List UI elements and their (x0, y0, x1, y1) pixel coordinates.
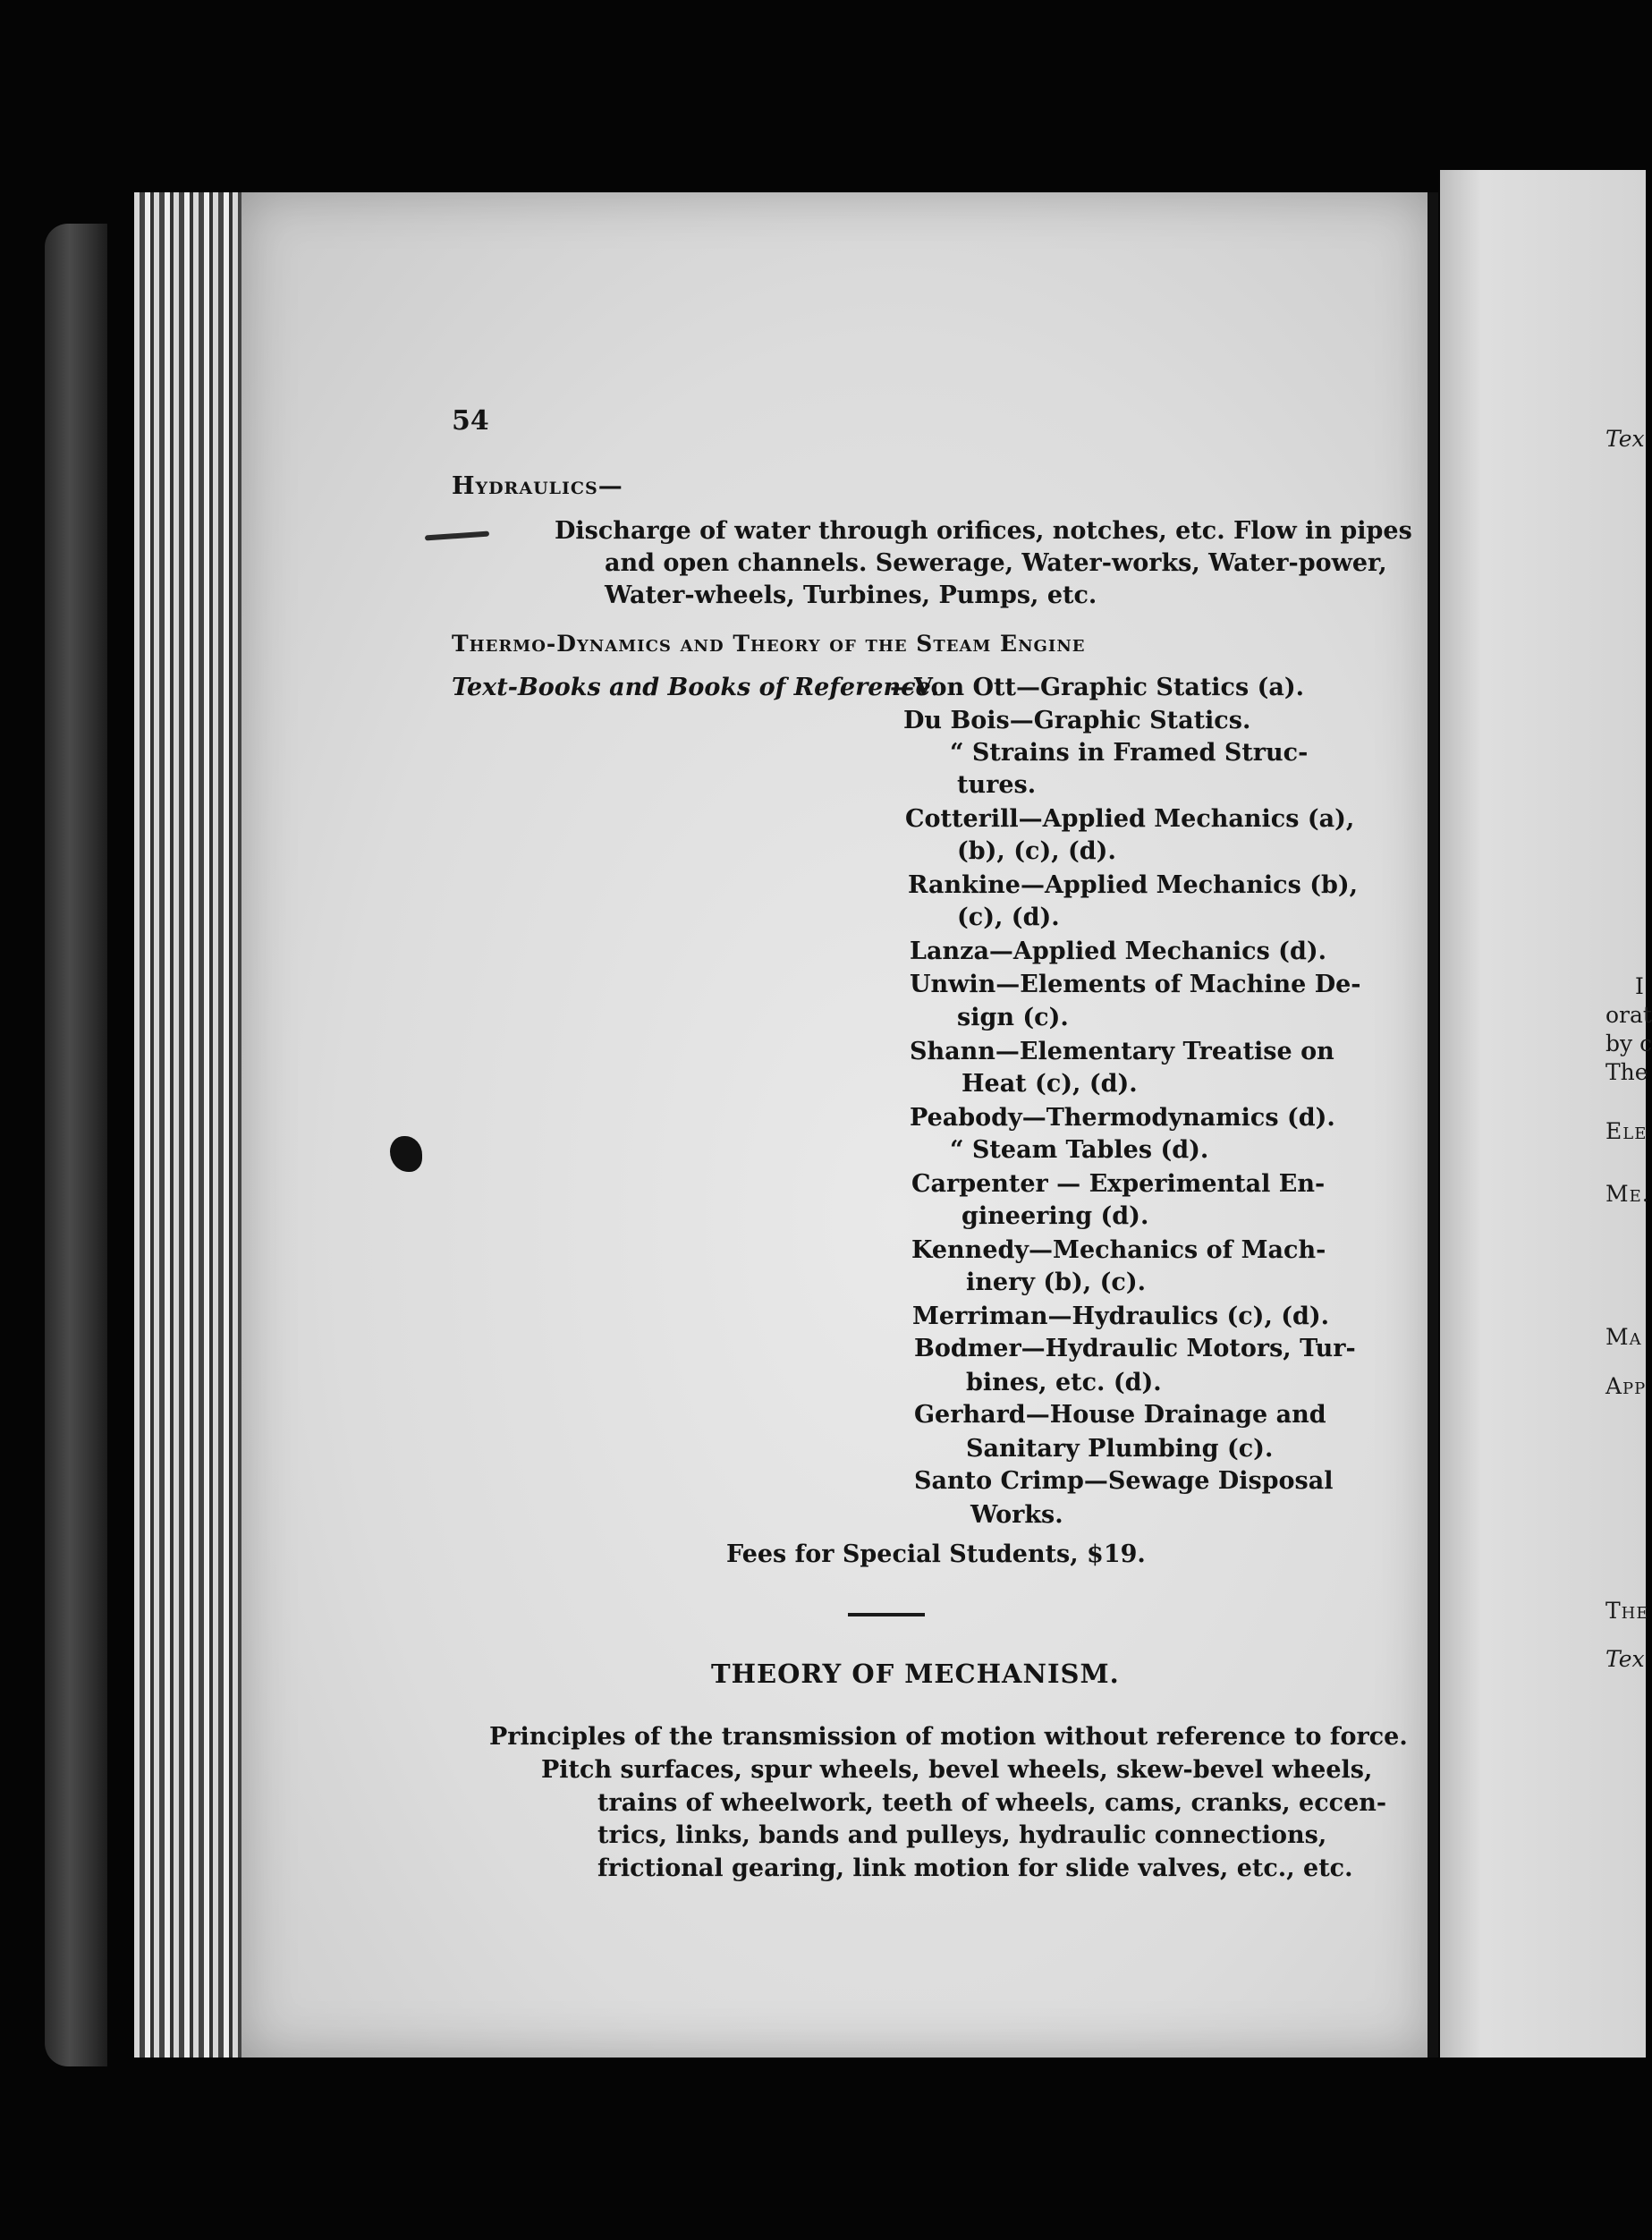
hydraulics-line: and open channels. Sewerage, Water-works, Water-power, (605, 549, 1387, 577)
textbook-entry: Carpenter — Experimental En- (911, 1170, 1326, 1198)
facing-fragment: The (1605, 1598, 1649, 1624)
mechanism-line: trains of wheelwork, teeth of wheels, cams, cranks, eccen- (597, 1789, 1387, 1817)
mechanism-line: trics, links, bands and pulleys, hydraulic connections, (597, 1821, 1327, 1849)
textbook-entry: Merriman—Hydraulics (c), (d). (912, 1302, 1330, 1330)
mechanism-line: Principles of the transmission of motion without reference to force. (489, 1723, 1408, 1751)
textbook-entry: Heat (c), (d). (962, 1070, 1138, 1098)
mechanism-line: Pitch surfaces, spur wheels, bevel wheels, skew-bevel wheels, (541, 1756, 1373, 1784)
facing-fragment: The (1605, 1059, 1648, 1085)
textbook-entry: bines, etc. (d). (966, 1369, 1162, 1396)
thermo-dynamics-heading: Thermo-Dynamics and Theory of the Steam Engine (452, 631, 1086, 657)
mechanism-line: frictional gearing, link motion for slide valves, etc., etc. (597, 1854, 1353, 1882)
facing-fragment: Me. (1605, 1181, 1650, 1207)
textbook-entry: Cotterill—Applied Mechanics (a), (905, 805, 1355, 833)
textbook-entry: Rankine—Applied Mechanics (b), (908, 871, 1359, 899)
textbook-entry: —Von Ott—Graphic Statics (a). (890, 674, 1305, 701)
textbook-entry: tures. (957, 771, 1037, 799)
textbook-entry: sign (c). (957, 1004, 1069, 1031)
textbook-entry: “ Strains in Framed Struc- (950, 739, 1309, 767)
facing-fragment: Tex (1605, 1646, 1645, 1672)
textbook-entry: gineering (d). (962, 1202, 1149, 1230)
facing-fragment: App (1605, 1373, 1647, 1399)
theory-of-mechanism-heading: THEORY OF MECHANISM. (711, 1659, 1120, 1689)
textbook-entry: Works. (970, 1501, 1063, 1529)
hydraulics-line: Discharge of water through orifices, notches, etc. Flow in pipes (555, 517, 1412, 545)
textbook-entry: Sanitary Plumbing (c). (966, 1435, 1274, 1463)
fees-note: Fees for Special Students, $19. (726, 1540, 1146, 1568)
facing-fragment: orat (1605, 1002, 1652, 1028)
facing-fragment: Ele (1605, 1118, 1648, 1144)
textbook-entry: Kennedy—Mechanics of Mach- (911, 1236, 1326, 1264)
facing-fragment: by c (1605, 1031, 1652, 1056)
hydraulics-line: Water-wheels, Turbines, Pumps, etc. (605, 581, 1097, 609)
textbook-entry: Du Bois—Graphic Statics. (903, 707, 1251, 734)
facing-fragment: Tex (1605, 426, 1645, 452)
section-divider (848, 1613, 925, 1616)
textbook-entry: (c), (d). (957, 904, 1060, 931)
textbook-entry: Unwin—Elements of Machine De- (910, 971, 1361, 998)
textbook-entry: Lanza—Applied Mechanics (d). (910, 938, 1327, 965)
page-number: 54 (452, 405, 489, 437)
textbook-entry: (b), (c), (d). (957, 837, 1116, 865)
facing-fragment: Ma (1605, 1324, 1642, 1350)
facing-fragment: I (1635, 973, 1644, 999)
textbook-entry: Peabody—Thermodynamics (d). (910, 1104, 1335, 1132)
textbook-entry: Gerhard—House Drainage and (914, 1401, 1326, 1429)
textbook-entry: Santo Crimp—Sewage Disposal (914, 1467, 1334, 1495)
textbooks-label: Text-Books and Books of Reference. (452, 674, 940, 701)
textbook-entry: Shann—Elementary Treatise on (910, 1038, 1334, 1065)
textbook-entry: Bodmer—Hydraulic Motors, Tur- (914, 1335, 1356, 1362)
textbook-entry: “ Steam Tables (d). (950, 1136, 1209, 1164)
textbook-entry: inery (b), (c). (966, 1268, 1146, 1296)
hydraulics-heading: Hydraulics— (452, 472, 623, 500)
